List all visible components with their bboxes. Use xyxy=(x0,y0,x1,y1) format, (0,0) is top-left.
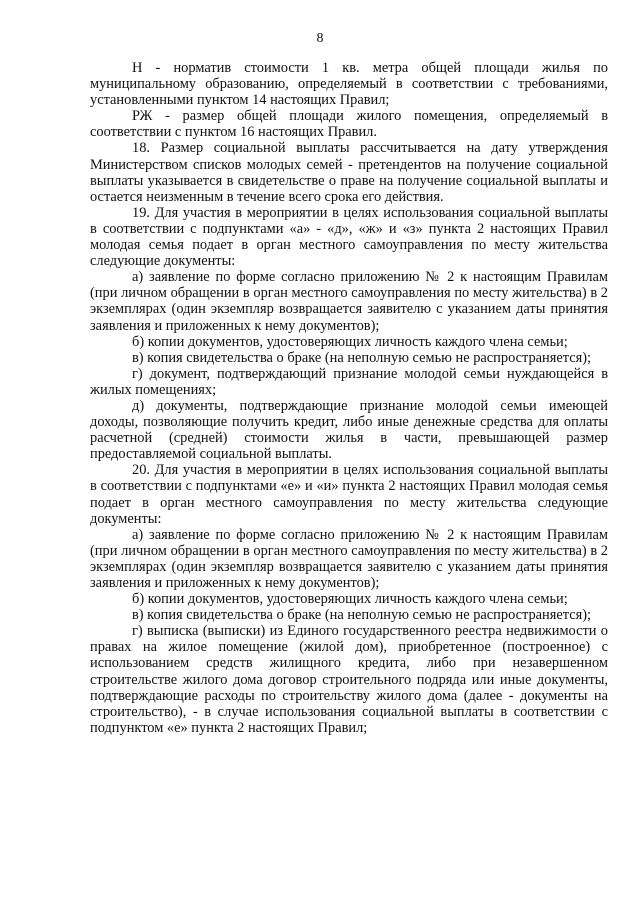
paragraph-clause-19: 19. Для участия в мероприятии в целях использования социальной выплаты в соответствии с подпунктами «а» - «д», «ж» и «з» пункта 2 настоящих Правил молодая семья подает в орган местного самоуправления по месту жительства следующие документы: xyxy=(90,204,608,270)
paragraph-rzh: РЖ - размер общей площади жилого помещения, определяемый в соответствии с пунктом 16 настоящих Правил. xyxy=(90,108,608,141)
list-item-20a: а) заявление по форме согласно приложению № 2 к настоящим Правилам (при личном обращении в орган местного самоуправления по месту жительства) в 2 экземплярах (один экземпляр возвращается заявителю с указанием даты принятия заявления и приложенных к нему документов); xyxy=(90,526,608,591)
list-item-20b: б) копии документов, удостоверяющих личность каждого члена семьи; xyxy=(132,591,568,608)
page-number: 8 xyxy=(316,31,324,46)
list-item-20v: в) копия свидетельства о браке (на неполную семью не распространяется); xyxy=(132,607,592,624)
document-body xyxy=(90,60,608,736)
list-item-19g: г) документ, подтверждающий признание молодой семьи нуждающейся в жилых помещениях; xyxy=(90,365,608,398)
list-item-20g: г) выписка (выписки) из Единого государственного реестра недвижимости о правах на жилое помещение (жилой дом), приобретенное (построенное) с использованием средств жилищного кредита, либо при незавершенном строительстве жилого дома договор строительного подряда или иные документы, подтверждающие расходы по строительству жилого дома (далее - документы на строительство), - в случае использования социальной выплаты в соответствии с подпунктом «е» пункта 2 настоящих Правил; xyxy=(90,623,608,736)
list-item-19d: д) документы, подтверждающие признание молодой семьи имеющей доходы, позволяющие получить кредит, либо иные денежные средства для оплаты расчетной (средней) стоимости жилья в части, превышающей размер предоставляемой социальной выплаты. xyxy=(90,397,608,463)
list-item-19v: в) копия свидетельства о браке (на неполную семью не распространяется); xyxy=(132,349,592,366)
paragraph-clause-18: 18. Размер социальной выплаты рассчитывается на дату утверждения Министерством списков молодых семей - претендентов на получение социальной выплаты указывается в свидетельстве о праве на получение социальной выплаты и остается неизменным в течение всего срока его действия. xyxy=(90,140,608,205)
paragraph-clause-20: 20. Для участия в мероприятии в целях использования социальной выплаты в соответствии с подпунктами «е» и «и» пункта 2 настоящих Правил молодая семья подает в орган местного самоуправления по месту жительства следующие документы: xyxy=(90,462,608,527)
list-item-19b: б) копии документов, удостоверяющих личность каждого члена семьи; xyxy=(132,333,568,350)
paragraph-normative-h: Н - норматив стоимости 1 кв. метра общей площади жилья по муниципальному образованию, определяемый в соответствии с требованиями, установленными пунктом 14 настоящих Правил; xyxy=(90,60,608,109)
list-item-19a: а) заявление по форме согласно приложению № 2 к настоящим Правилам (при личном обращении в орган местного самоуправления по месту жительства) в 2 экземплярах (один экземпляр возвращается заявителю с указанием даты принятия заявления и приложенных к нему документов); xyxy=(90,269,608,334)
